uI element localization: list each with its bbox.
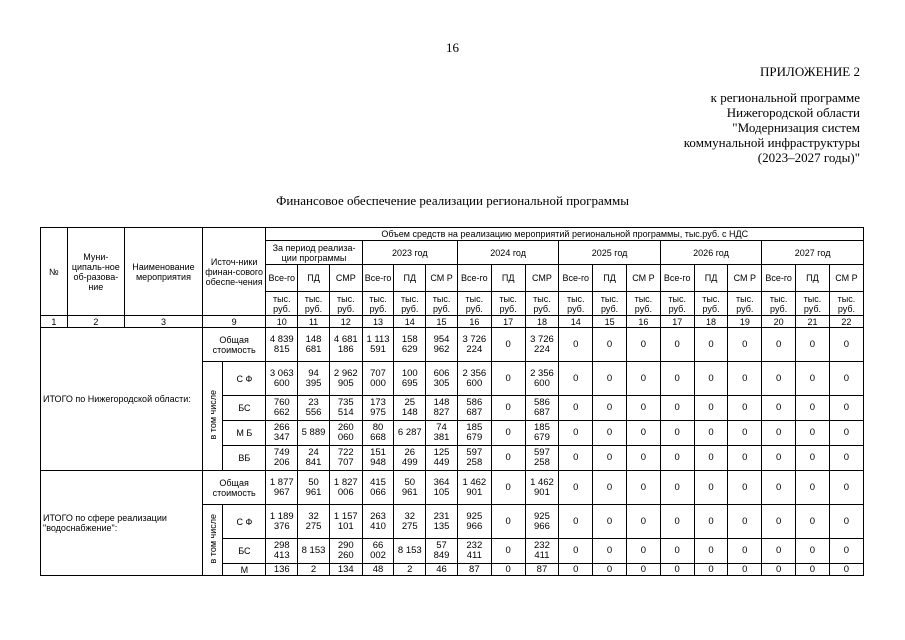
value-cell: 0 [491, 328, 525, 362]
value-cell: 0 [626, 362, 660, 396]
subheader-pd: ПД [593, 265, 627, 292]
value-cell: 50 961 [298, 471, 330, 505]
value-cell: 0 [559, 505, 593, 539]
value-cell: 0 [796, 421, 830, 446]
value-cell: 80 668 [362, 421, 394, 446]
value-cell: 50 961 [394, 471, 426, 505]
financing-table [40, 227, 864, 576]
value-cell: 0 [491, 539, 525, 564]
value-cell: 925 966 [457, 505, 491, 539]
value-cell: 0 [694, 446, 728, 471]
value-cell: 1 189 376 [266, 505, 298, 539]
value-cell: 298 413 [266, 539, 298, 564]
value-cell: 8 153 [298, 539, 330, 564]
value-cell: 0 [796, 328, 830, 362]
subheader-pd: ПД [796, 265, 830, 292]
value-cell: 415 066 [362, 471, 394, 505]
subheader-total: Все-го [266, 265, 298, 292]
unit-cell: тыс. руб. [362, 292, 394, 316]
subheader-total: Все-го [362, 265, 394, 292]
value-cell: 0 [796, 446, 830, 471]
value-cell: 0 [829, 328, 863, 362]
value-cell: 148 827 [426, 396, 458, 421]
value-cell: 26 499 [394, 446, 426, 471]
value-cell: 232 411 [457, 539, 491, 564]
column-number: 10 [266, 316, 298, 328]
including-label-text: в том числе [207, 514, 218, 564]
column-number: 11 [298, 316, 330, 328]
column-number: 22 [829, 316, 863, 328]
unit-cell: тыс. руб. [829, 292, 863, 316]
page-number: 16 [446, 40, 459, 55]
value-cell: 0 [796, 539, 830, 564]
value-cell: 1 113 591 [362, 328, 394, 362]
value-cell: 735 514 [329, 396, 362, 421]
unit-cell: тыс. руб. [796, 292, 830, 316]
value-cell: 3 726 224 [457, 328, 491, 362]
value-cell: 0 [491, 421, 525, 446]
value-cell: 0 [829, 505, 863, 539]
subheader-smr: СМ Р [626, 265, 660, 292]
value-cell: 0 [762, 505, 796, 539]
value-cell: 6 287 [394, 421, 426, 446]
column-number: 15 [426, 316, 458, 328]
header-source: Источ-ники финан-сового обеспе-чения [202, 228, 266, 316]
column-number: 12 [329, 316, 362, 328]
header-year-2027: 2027 год [762, 241, 864, 265]
value-cell: 0 [491, 564, 525, 576]
value-cell: 0 [829, 362, 863, 396]
value-cell: 722 707 [329, 446, 362, 471]
value-cell: 2 962 905 [329, 362, 362, 396]
column-number: 18 [694, 316, 728, 328]
value-cell: 23 556 [298, 396, 330, 421]
value-cell: 0 [728, 328, 762, 362]
value-cell: 749 206 [266, 446, 298, 471]
value-cell: 0 [694, 396, 728, 421]
unit-cell: тыс. руб. [593, 292, 627, 316]
value-cell: 1 827 006 [329, 471, 362, 505]
unit-cell: тыс. руб. [525, 292, 559, 316]
column-number: 21 [796, 316, 830, 328]
unit-cell: тыс. руб. [491, 292, 525, 316]
unit-cell: тыс. руб. [298, 292, 330, 316]
value-cell: 0 [559, 471, 593, 505]
fund-source-label: М Б [223, 421, 266, 446]
appendix-ref-line: Нижегородской области [726, 105, 860, 120]
value-cell: 0 [491, 446, 525, 471]
value-cell: 0 [491, 396, 525, 421]
value-cell: 0 [762, 328, 796, 362]
value-cell: 707 000 [362, 362, 394, 396]
value-cell: 94 395 [298, 362, 330, 396]
value-cell: 0 [626, 396, 660, 421]
value-cell: 0 [762, 362, 796, 396]
value-cell: 2 356 600 [457, 362, 491, 396]
column-number: 1 [41, 316, 68, 328]
table-row [41, 328, 864, 362]
value-cell: 66 002 [362, 539, 394, 564]
value-cell: 0 [694, 471, 728, 505]
value-cell: 0 [829, 396, 863, 421]
value-cell: 24 841 [298, 446, 330, 471]
value-cell: 136 [266, 564, 298, 576]
value-cell: 0 [694, 421, 728, 446]
value-cell: 290 260 [329, 539, 362, 564]
value-cell: 2 356 600 [525, 362, 559, 396]
value-cell: 0 [660, 328, 694, 362]
value-cell: 0 [728, 446, 762, 471]
value-cell: 0 [728, 564, 762, 576]
value-cell: 0 [660, 539, 694, 564]
value-cell: 1 157 101 [329, 505, 362, 539]
value-cell: 2 [298, 564, 330, 576]
value-cell: 232 411 [525, 539, 559, 564]
value-cell: 1 462 901 [525, 471, 559, 505]
fund-source-label: Общая стоимость [202, 471, 266, 505]
value-cell: 0 [660, 421, 694, 446]
value-cell: 0 [829, 471, 863, 505]
header-measure: Наименование мероприятия [125, 228, 203, 316]
value-cell: 0 [593, 362, 627, 396]
value-cell: 0 [559, 328, 593, 362]
unit-cell: тыс. руб. [660, 292, 694, 316]
value-cell: 0 [593, 328, 627, 362]
value-cell: 185 679 [525, 421, 559, 446]
value-cell: 0 [796, 471, 830, 505]
value-cell: 87 [525, 564, 559, 576]
value-cell: 0 [593, 396, 627, 421]
group-title: ИТОГО по Нижегородской области: [41, 328, 203, 471]
value-cell: 597 258 [525, 446, 559, 471]
including-label [202, 505, 222, 576]
value-cell: 0 [694, 564, 728, 576]
appendix-ref-line: (2023–2027 годы)" [757, 150, 860, 165]
fund-source-label: ВБ [223, 446, 266, 471]
value-cell: 0 [694, 505, 728, 539]
column-number: 14 [394, 316, 426, 328]
value-cell: 0 [559, 362, 593, 396]
appendix-ref-line: коммунальной инфраструктуры [683, 135, 860, 150]
appendix-ref-line: "Модернизация систем [732, 120, 860, 135]
value-cell: 8 153 [394, 539, 426, 564]
unit-cell: тыс. руб. [426, 292, 458, 316]
value-cell: 185 679 [457, 421, 491, 446]
value-cell: 0 [660, 564, 694, 576]
value-cell: 0 [626, 471, 660, 505]
value-cell: 0 [559, 446, 593, 471]
subheader-pd: ПД [491, 265, 525, 292]
value-cell: 954 962 [426, 328, 458, 362]
column-number: 13 [362, 316, 394, 328]
value-cell: 0 [762, 564, 796, 576]
subheader-total: Все-го [762, 265, 796, 292]
value-cell: 231 135 [426, 505, 458, 539]
table-body [41, 328, 864, 576]
value-cell: 260 060 [329, 421, 362, 446]
unit-cell: тыс. руб. [394, 292, 426, 316]
subheader-total: Все-го [660, 265, 694, 292]
fund-source-label: М [223, 564, 266, 576]
value-cell: 0 [593, 505, 627, 539]
value-cell: 3 726 224 [525, 328, 559, 362]
value-cell: 0 [728, 539, 762, 564]
value-cell: 263 410 [362, 505, 394, 539]
value-cell: 0 [491, 505, 525, 539]
header-year-2025: 2025 год [559, 241, 660, 265]
unit-cell: тыс. руб. [728, 292, 762, 316]
value-cell: 0 [829, 564, 863, 576]
value-cell: 0 [694, 539, 728, 564]
value-cell: 4 681 186 [329, 328, 362, 362]
value-cell: 173 975 [362, 396, 394, 421]
value-cell: 0 [728, 421, 762, 446]
value-cell: 0 [559, 396, 593, 421]
table-row [41, 471, 864, 505]
column-number: 17 [491, 316, 525, 328]
value-cell: 125 449 [426, 446, 458, 471]
subheader-smr: СМ Р [728, 265, 762, 292]
value-cell: 0 [593, 564, 627, 576]
fund-source-label: БС [223, 539, 266, 564]
column-number: 17 [660, 316, 694, 328]
including-label-text: в том числе [207, 390, 218, 440]
subheader-smr: СМ Р [829, 265, 863, 292]
value-cell: 74 381 [426, 421, 458, 446]
value-cell: 0 [660, 362, 694, 396]
column-number: 20 [762, 316, 796, 328]
subheader-pd: ПД [394, 265, 426, 292]
unit-cell: тыс. руб. [694, 292, 728, 316]
header-num: № [41, 228, 68, 316]
column-number-row [41, 316, 864, 328]
value-cell: 3 063 600 [266, 362, 298, 396]
header-volume: Объем средств на реализацию мероприятий региональной программы, тыс.руб. с НДС [266, 228, 864, 241]
value-cell: 32 275 [394, 505, 426, 539]
value-cell: 0 [491, 362, 525, 396]
value-cell: 586 687 [457, 396, 491, 421]
value-cell: 0 [593, 539, 627, 564]
value-cell: 586 687 [525, 396, 559, 421]
value-cell: 0 [660, 396, 694, 421]
value-cell: 0 [694, 328, 728, 362]
value-cell: 0 [829, 539, 863, 564]
value-cell: 597 258 [457, 446, 491, 471]
header-municipality: Муни-ципаль-ное об-разова-ние [67, 228, 124, 316]
header-year-2024: 2024 год [457, 241, 558, 265]
value-cell: 0 [728, 505, 762, 539]
value-cell: 0 [559, 539, 593, 564]
value-cell: 0 [762, 421, 796, 446]
value-cell: 0 [660, 471, 694, 505]
value-cell: 0 [829, 446, 863, 471]
subheader-pd: ПД [298, 265, 330, 292]
value-cell: 0 [762, 396, 796, 421]
fund-source-label: Общая стоимость [202, 328, 266, 362]
value-cell: 32 275 [298, 505, 330, 539]
column-number: 19 [728, 316, 762, 328]
value-cell: 48 [362, 564, 394, 576]
value-cell: 925 966 [525, 505, 559, 539]
value-cell: 0 [626, 446, 660, 471]
document-title: Финансовое обеспечение реализации региональной программы [276, 193, 629, 208]
value-cell: 5 889 [298, 421, 330, 446]
appendix-ref-line: к региональной программе [710, 90, 860, 105]
value-cell: 1 462 901 [457, 471, 491, 505]
column-number: 16 [626, 316, 660, 328]
value-cell: 46 [426, 564, 458, 576]
subheader-smr: СМ Р [426, 265, 458, 292]
value-cell: 0 [593, 421, 627, 446]
header-year-2023: 2023 год [362, 241, 457, 265]
subheader-smr: СМР [329, 265, 362, 292]
value-cell: 4 839 815 [266, 328, 298, 362]
header-program-period: За период реализа-ции программы [266, 241, 362, 265]
column-number: 15 [593, 316, 627, 328]
value-cell: 0 [796, 396, 830, 421]
including-label [202, 362, 222, 471]
value-cell: 0 [626, 539, 660, 564]
column-number: 9 [202, 316, 266, 328]
unit-cell: тыс. руб. [266, 292, 298, 316]
appendix-reference [684, 90, 860, 165]
value-cell: 1 877 967 [266, 471, 298, 505]
column-number: 18 [525, 316, 559, 328]
header-year-2026: 2026 год [660, 241, 761, 265]
unit-cell: тыс. руб. [762, 292, 796, 316]
value-cell: 0 [559, 564, 593, 576]
value-cell: 0 [626, 564, 660, 576]
value-cell: 0 [796, 505, 830, 539]
value-cell: 0 [660, 505, 694, 539]
value-cell: 760 662 [266, 396, 298, 421]
value-cell: 0 [694, 362, 728, 396]
appendix-title: ПРИЛОЖЕНИЕ 2 [760, 64, 860, 79]
value-cell: 0 [728, 362, 762, 396]
unit-cell: тыс. руб. [457, 292, 491, 316]
value-cell: 0 [491, 471, 525, 505]
value-cell: 57 849 [426, 539, 458, 564]
value-cell: 2 [394, 564, 426, 576]
value-cell: 0 [559, 421, 593, 446]
subheader-total: Все-го [559, 265, 593, 292]
value-cell: 134 [329, 564, 362, 576]
value-cell: 0 [626, 328, 660, 362]
fund-source-label: БС [223, 396, 266, 421]
group-title: ИТОГО по сфере реализации "водоснабжение": [41, 471, 203, 576]
unit-cell: тыс. руб. [626, 292, 660, 316]
value-cell: 0 [728, 396, 762, 421]
value-cell: 606 305 [426, 362, 458, 396]
value-cell: 364 105 [426, 471, 458, 505]
value-cell: 0 [762, 446, 796, 471]
unit-cell: тыс. руб. [329, 292, 362, 316]
value-cell: 0 [593, 471, 627, 505]
column-number: 3 [125, 316, 203, 328]
value-cell: 100 695 [394, 362, 426, 396]
value-cell: 0 [796, 362, 830, 396]
column-number: 2 [67, 316, 124, 328]
subheader-smr: СМР [525, 265, 559, 292]
subheader-total: Все-го [457, 265, 491, 292]
column-number: 14 [559, 316, 593, 328]
value-cell: 0 [829, 421, 863, 446]
value-cell: 0 [728, 471, 762, 505]
value-cell: 0 [626, 505, 660, 539]
fund-source-label: С Ф [223, 362, 266, 396]
fund-source-label: С Ф [223, 505, 266, 539]
value-cell: 0 [626, 421, 660, 446]
value-cell: 25 148 [394, 396, 426, 421]
value-cell: 0 [796, 564, 830, 576]
value-cell: 158 629 [394, 328, 426, 362]
unit-cell: тыс. руб. [559, 292, 593, 316]
value-cell: 0 [762, 471, 796, 505]
value-cell: 148 681 [298, 328, 330, 362]
value-cell: 87 [457, 564, 491, 576]
subheader-pd: ПД [694, 265, 728, 292]
value-cell: 151 948 [362, 446, 394, 471]
value-cell: 266 347 [266, 421, 298, 446]
column-number: 16 [457, 316, 491, 328]
value-cell: 0 [593, 446, 627, 471]
value-cell: 0 [660, 446, 694, 471]
value-cell: 0 [762, 539, 796, 564]
